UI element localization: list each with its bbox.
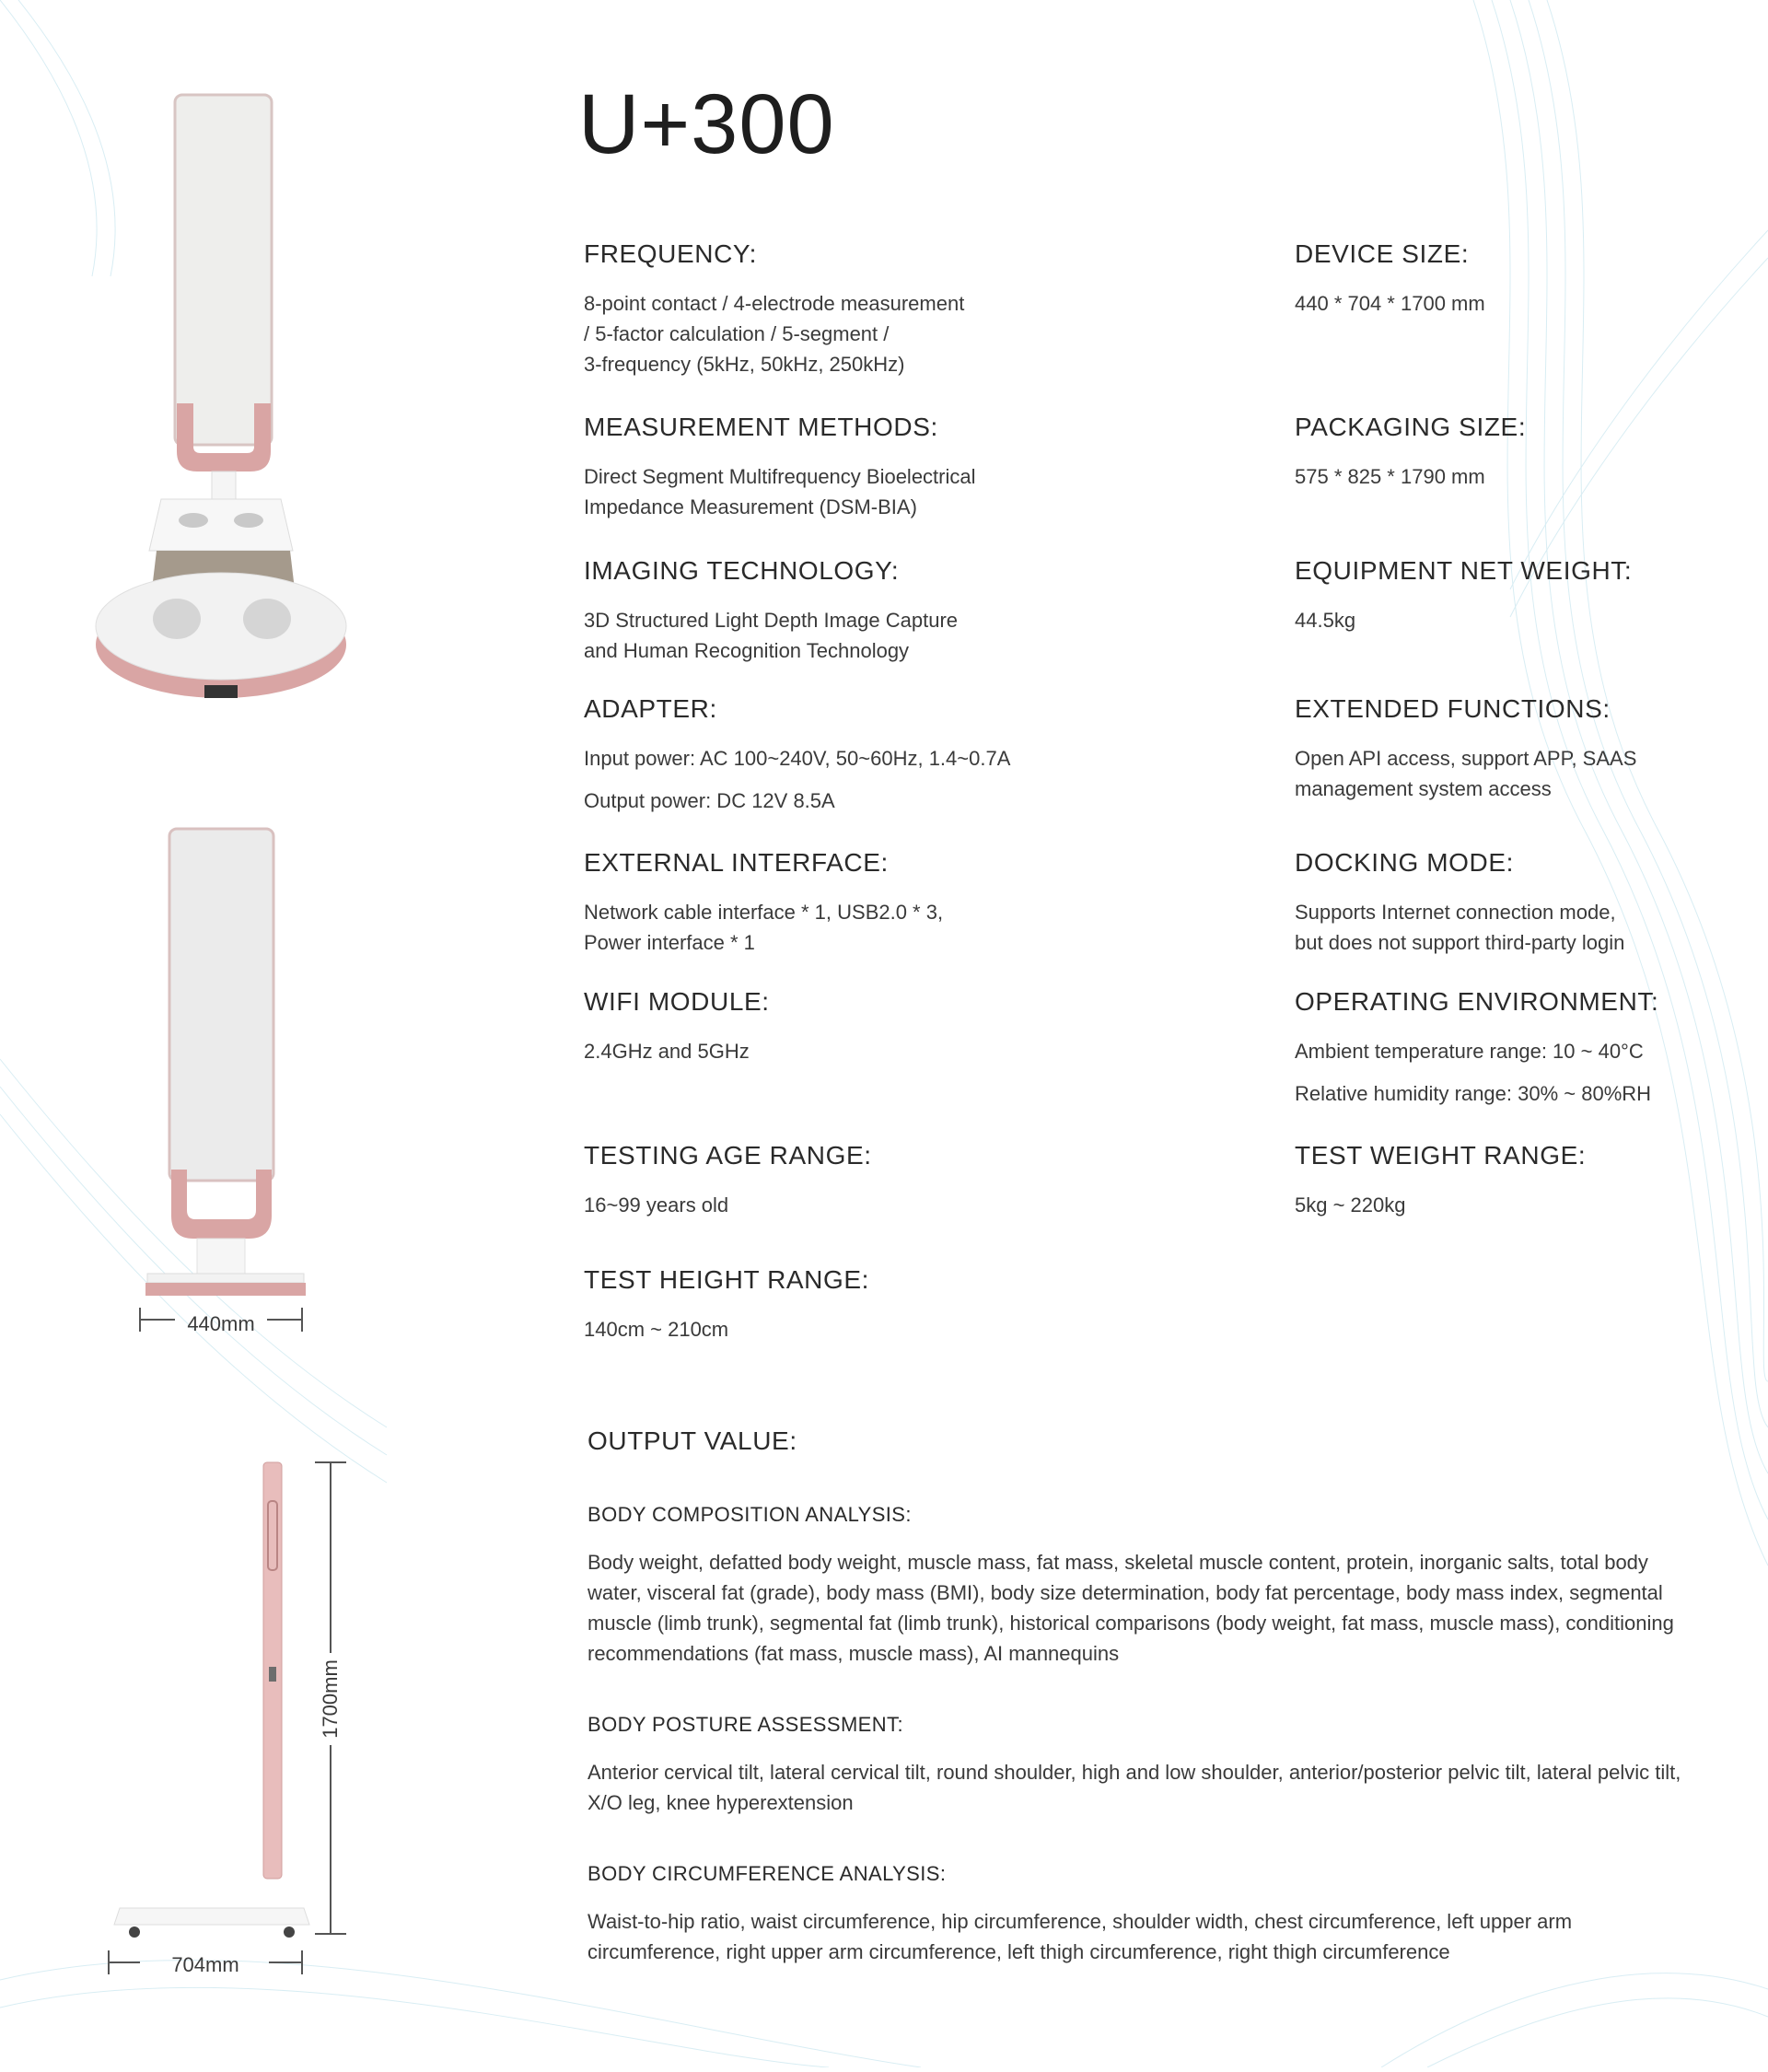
height-dimension-label: 1700mm <box>319 1659 342 1739</box>
spec-heading: EQUIPMENT NET WEIGHT: <box>1295 556 1633 585</box>
spec-block <box>1295 693 1768 804</box>
spec-heading: TEST HEIGHT RANGE: <box>584 1265 870 1294</box>
spec-block <box>584 555 1099 666</box>
spec-value-line: Direct Segment Multifrequency Bioelectrical <box>584 465 976 488</box>
output-value-heading: OUTPUT VALUE: <box>587 1426 797 1455</box>
spec-heading: EXTENDED FUNCTIONS: <box>1295 694 1611 723</box>
spec-value-line: 440 * 704 * 1700 mm <box>1295 292 1485 315</box>
spec-heading: IMAGING TECHNOLOGY: <box>584 556 900 585</box>
section-title: BODY CIRCUMFERENCE ANALYSIS: <box>587 1862 947 1885</box>
spec-value-line: Open API access, support APP, SAAS <box>1295 747 1637 770</box>
spec-value-line: 44.5kg <box>1295 609 1356 632</box>
spec-block <box>584 986 1099 1066</box>
section-text: Anterior cervical tilt, lateral cervical tilt, round shoulder, high and low shoulder, anterior/posterior pelvic tilt, lateral pelvic tilt, X/O leg, knee hyperextension <box>587 1761 1681 1814</box>
spec-block <box>1295 412 1768 492</box>
spec-value-line: 575 * 825 * 1790 mm <box>1295 465 1485 488</box>
device-front-image <box>140 829 306 1332</box>
spec-block <box>584 693 1099 816</box>
device-perspective-image <box>96 95 346 698</box>
spec-block <box>584 412 1099 522</box>
spec-value-line: Impedance Measurement (DSM-BIA) <box>584 495 917 518</box>
spec-value-line: 3D Structured Light Depth Image Capture <box>584 609 959 632</box>
spec-value-line: 16~99 years old <box>584 1193 729 1216</box>
spec-heading: DOCKING MODE: <box>1295 848 1515 877</box>
depth-dimension-label: 704mm <box>171 1953 239 1976</box>
spec-block <box>1295 239 1768 319</box>
spec-heading: ADAPTER: <box>584 694 717 723</box>
section-text: Waist-to-hip ratio, waist circumference, hip circumference, shoulder width, chest circumference, left upper arm circumference, right upper arm circumference, left thigh circumference, right thigh circumference <box>587 1910 1573 1963</box>
spec-value-line: 2.4GHz and 5GHz <box>584 1040 750 1063</box>
spec-block <box>584 1264 1099 1344</box>
spec-value-line: 8-point contact / 4-electrode measurement <box>584 292 965 315</box>
spec-value-line: / 5-factor calculation / 5-segment / <box>584 322 890 345</box>
spec-value-line: Power interface * 1 <box>584 931 755 954</box>
spec-value-line: Ambient temperature range: 10 ~ 40°C <box>1295 1040 1644 1063</box>
width-dimension-label: 440mm <box>187 1312 255 1335</box>
spec-heading: TEST WEIGHT RANGE: <box>1295 1141 1587 1170</box>
spec-value-line: Output power: DC 12V 8.5A <box>584 789 835 812</box>
spec-block <box>584 1140 1099 1220</box>
spec-value-line: 5kg ~ 220kg <box>1295 1193 1406 1216</box>
spec-value-line: Relative humidity range: 30% ~ 80%RH <box>1295 1082 1652 1105</box>
spec-block <box>1295 847 1768 958</box>
spec-value-line: management system access <box>1295 777 1552 800</box>
spec-value-line: 3-frequency (5kHz, 50kHz, 250kHz) <box>584 353 905 376</box>
spec-heading: FREQUENCY: <box>584 239 758 268</box>
spec-block <box>1295 986 1768 1109</box>
section-title: BODY COMPOSITION ANALYSIS: <box>587 1503 912 1526</box>
output-value-section <box>587 1426 1692 1967</box>
spec-heading: DEVICE SIZE: <box>1295 239 1470 268</box>
device-side-image <box>109 1462 346 1974</box>
spec-value-line: Input power: AC 100~240V, 50~60Hz, 1.4~0.7A <box>584 747 1011 770</box>
spec-block <box>1295 1140 1768 1220</box>
spec-value-line: 140cm ~ 210cm <box>584 1318 729 1341</box>
body-circumference-section <box>587 1860 1692 1967</box>
product-illustrations <box>0 0 387 2067</box>
spec-value-line: but does not support third-party login <box>1295 931 1625 954</box>
spec-value-line: and Human Recognition Technology <box>584 639 910 662</box>
page-title: U+300 <box>578 77 835 171</box>
spec-block <box>584 847 1099 958</box>
section-text: Body weight, defatted body weight, muscle mass, fat mass, skeletal muscle content, protein, inorganic salts, total body water, visceral fat (grade), body mass (BMI), body size determination, body fat percentage, body mass index, segmental muscle (limb trunk), segmental fat (limb trunk), historical comparisons (body weight, fat mass, muscle mass), conditioning recommendations (fat mass, muscle mass), AI mannequins <box>587 1551 1674 1665</box>
spec-value-line: Supports Internet connection mode, <box>1295 901 1616 924</box>
spec-heading: OPERATING ENVIRONMENT: <box>1295 987 1659 1016</box>
spec-heading: EXTERNAL INTERFACE: <box>584 848 889 877</box>
body-composition-section <box>587 1501 1692 1669</box>
spec-heading: MEASUREMENT METHODS: <box>584 413 938 441</box>
body-posture-section <box>587 1711 1692 1818</box>
spec-heading: WIFI MODULE: <box>584 987 770 1016</box>
spec-block <box>1295 555 1768 635</box>
spec-heading: TESTING AGE RANGE: <box>584 1141 872 1170</box>
spec-heading: PACKAGING SIZE: <box>1295 413 1527 441</box>
spec-value-line: Network cable interface * 1, USB2.0 * 3, <box>584 901 944 924</box>
spec-block <box>584 239 1099 379</box>
section-title: BODY POSTURE ASSESSMENT: <box>587 1713 903 1736</box>
